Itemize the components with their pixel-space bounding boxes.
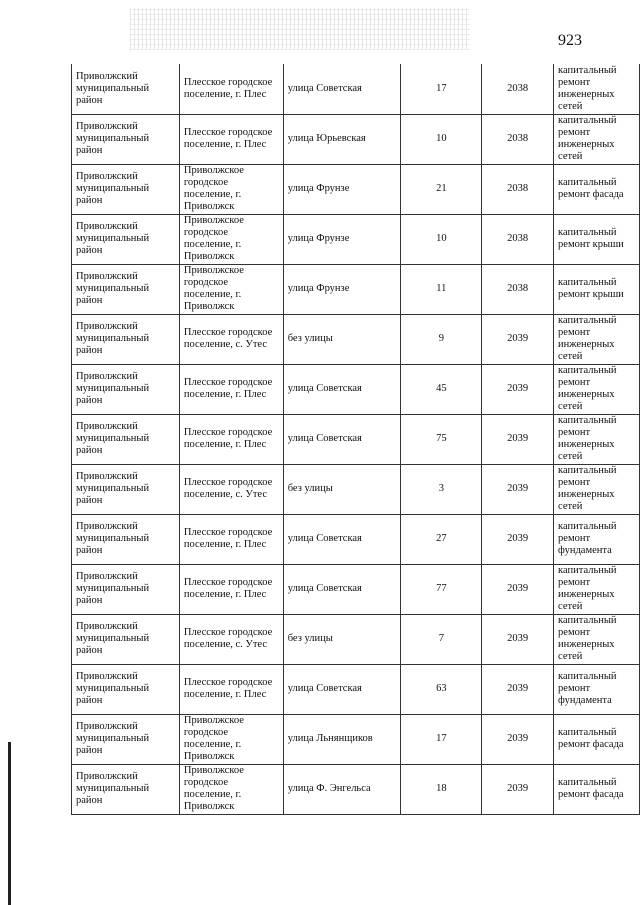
year-cell: 2039 xyxy=(482,564,554,614)
district-cell: Приволжский муниципальный район xyxy=(72,364,180,414)
house-number-cell: 10 xyxy=(401,114,482,164)
year-cell: 2039 xyxy=(482,664,554,714)
street-cell: без улицы xyxy=(283,464,401,514)
year-cell: 2039 xyxy=(482,314,554,364)
district-cell: Приволжский муниципальный район xyxy=(72,664,180,714)
settlement-cell: Приволжское городское поселение, г. Приволжск xyxy=(179,214,283,264)
year-cell: 2039 xyxy=(482,764,554,814)
district-cell: Приволжский муниципальный район xyxy=(72,714,180,764)
house-number-cell: 17 xyxy=(401,714,482,764)
work-type-cell: капитальный ремонт фундамента xyxy=(554,664,640,714)
year-cell: 2038 xyxy=(482,64,554,114)
table-row xyxy=(72,514,640,564)
street-cell: улица Фрунзе xyxy=(283,164,401,214)
year-cell: 2038 xyxy=(482,114,554,164)
street-cell: улица Советская xyxy=(283,64,401,114)
settlement-cell: Плесское городское поселение, г. Плес xyxy=(179,64,283,114)
house-number-cell: 11 xyxy=(401,264,482,314)
table-row xyxy=(72,614,640,664)
street-cell: улица Советская xyxy=(283,514,401,564)
street-cell: улица Советская xyxy=(283,564,401,614)
work-type-cell: капитальный ремонт инженерных сетей xyxy=(554,364,640,414)
table-row xyxy=(72,264,640,314)
work-type-cell: капитальный ремонт крыши xyxy=(554,214,640,264)
settlement-cell: Плесское городское поселение, г. Плес xyxy=(179,414,283,464)
work-type-cell: капитальный ремонт фасада xyxy=(554,164,640,214)
street-cell: улица Фрунзе xyxy=(283,264,401,314)
table-row xyxy=(72,364,640,414)
district-cell: Приволжский муниципальный район xyxy=(72,164,180,214)
settlement-cell: Плесское городское поселение, с. Утес xyxy=(179,314,283,364)
house-number-cell: 45 xyxy=(401,364,482,414)
year-cell: 2038 xyxy=(482,264,554,314)
district-cell: Приволжский муниципальный район xyxy=(72,314,180,364)
table-row xyxy=(72,664,640,714)
table-row xyxy=(72,64,640,114)
settlement-cell: Приволжское городское поселение, г. Приволжск xyxy=(179,164,283,214)
house-number-cell: 3 xyxy=(401,464,482,514)
street-cell: улица Фрунзе xyxy=(283,214,401,264)
settlement-cell: Плесское городское поселение, с. Утес xyxy=(179,464,283,514)
settlement-cell: Приволжское городское поселение, г. Приволжск xyxy=(179,264,283,314)
street-cell: без улицы xyxy=(283,614,401,664)
house-number-cell: 10 xyxy=(401,214,482,264)
house-number-cell: 9 xyxy=(401,314,482,364)
year-cell: 2039 xyxy=(482,414,554,464)
work-type-cell: капитальный ремонт инженерных сетей xyxy=(554,614,640,664)
scan-noise xyxy=(130,8,470,50)
district-cell: Приволжский муниципальный район xyxy=(72,764,180,814)
year-cell: 2039 xyxy=(482,364,554,414)
settlement-cell: Плесское городское поселение, г. Плес xyxy=(179,514,283,564)
table-row xyxy=(72,214,640,264)
table-row xyxy=(72,314,640,364)
table-row xyxy=(72,764,640,814)
year-cell: 2039 xyxy=(482,514,554,564)
district-cell: Приволжский муниципальный район xyxy=(72,214,180,264)
district-cell: Приволжский муниципальный район xyxy=(72,564,180,614)
work-type-cell: капитальный ремонт инженерных сетей xyxy=(554,414,640,464)
work-type-cell: капитальный ремонт инженерных сетей xyxy=(554,114,640,164)
district-cell: Приволжский муниципальный район xyxy=(72,464,180,514)
street-cell: улица Ф. Энгельса xyxy=(283,764,401,814)
registry-table-body xyxy=(72,64,640,814)
year-cell: 2039 xyxy=(482,614,554,664)
street-cell: улица Льнянщиков xyxy=(283,714,401,764)
settlement-cell: Плесское городское поселение, г. Плес xyxy=(179,114,283,164)
registry-table xyxy=(71,64,640,815)
settlement-cell: Плесское городское поселение, с. Утес xyxy=(179,614,283,664)
scan-edge-bar xyxy=(8,742,11,905)
house-number-cell: 77 xyxy=(401,564,482,614)
street-cell: улица Советская xyxy=(283,664,401,714)
house-number-cell: 75 xyxy=(401,414,482,464)
house-number-cell: 7 xyxy=(401,614,482,664)
settlement-cell: Плесское городское поселение, г. Плес xyxy=(179,364,283,414)
settlement-cell: Приволжское городское поселение, г. Приволжск xyxy=(179,714,283,764)
work-type-cell: капитальный ремонт инженерных сетей xyxy=(554,64,640,114)
house-number-cell: 27 xyxy=(401,514,482,564)
street-cell: улица Советская xyxy=(283,364,401,414)
street-cell: улица Советская xyxy=(283,414,401,464)
work-type-cell: капитальный ремонт крыши xyxy=(554,264,640,314)
work-type-cell: капитальный ремонт инженерных сетей xyxy=(554,564,640,614)
work-type-cell: капитальный ремонт инженерных сетей xyxy=(554,314,640,364)
district-cell: Приволжский муниципальный район xyxy=(72,614,180,664)
work-type-cell: капитальный ремонт инженерных сетей xyxy=(554,464,640,514)
work-type-cell: капитальный ремонт фундамента xyxy=(554,514,640,564)
work-type-cell: капитальный ремонт фасада xyxy=(554,764,640,814)
district-cell: Приволжский муниципальный район xyxy=(72,264,180,314)
house-number-cell: 63 xyxy=(401,664,482,714)
settlement-cell: Плесское городское поселение, г. Плес xyxy=(179,664,283,714)
house-number-cell: 21 xyxy=(401,164,482,214)
year-cell: 2038 xyxy=(482,214,554,264)
year-cell: 2039 xyxy=(482,714,554,764)
work-type-cell: капитальный ремонт фасада xyxy=(554,714,640,764)
settlement-cell: Приволжское городское поселение, г. Приволжск xyxy=(179,764,283,814)
house-number-cell: 17 xyxy=(401,64,482,114)
settlement-cell: Плесское городское поселение, г. Плес xyxy=(179,564,283,614)
table-row xyxy=(72,714,640,764)
district-cell: Приволжский муниципальный район xyxy=(72,114,180,164)
page-number: 923 xyxy=(558,32,582,49)
district-cell: Приволжский муниципальный район xyxy=(72,64,180,114)
year-cell: 2039 xyxy=(482,464,554,514)
table-row xyxy=(72,114,640,164)
table-row xyxy=(72,414,640,464)
street-cell: без улицы xyxy=(283,314,401,364)
district-cell: Приволжский муниципальный район xyxy=(72,414,180,464)
table-row xyxy=(72,464,640,514)
house-number-cell: 18 xyxy=(401,764,482,814)
district-cell: Приволжский муниципальный район xyxy=(72,514,180,564)
year-cell: 2038 xyxy=(482,164,554,214)
table-row xyxy=(72,564,640,614)
street-cell: улица Юрьевская xyxy=(283,114,401,164)
table-row xyxy=(72,164,640,214)
